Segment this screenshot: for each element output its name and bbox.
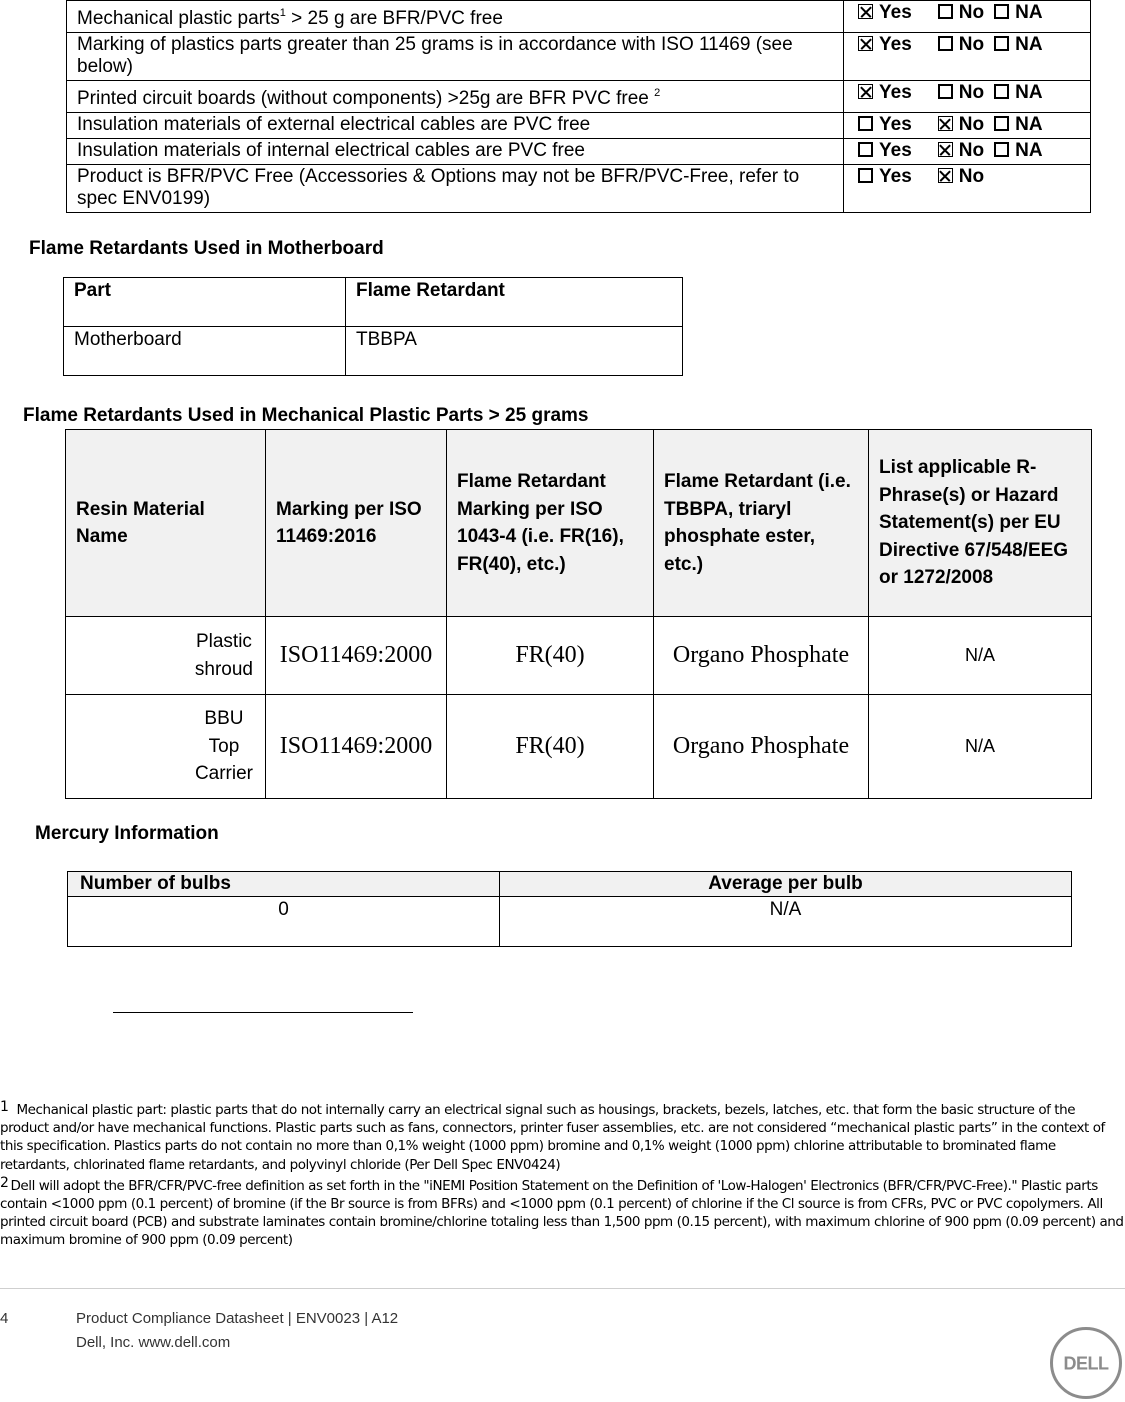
unchecked-checkbox-icon[interactable]: [938, 4, 953, 19]
table-row: [64, 327, 683, 376]
answer-label: NA: [1015, 114, 1043, 135]
compliance-row: [67, 165, 1091, 213]
unchecked-checkbox-icon[interactable]: [994, 142, 1009, 157]
answer-option-no[interactable]: [938, 2, 984, 23]
marking-cell: ISO11469:2000: [266, 617, 447, 695]
bulbs-cell: 0: [68, 897, 500, 947]
answer-option-na[interactable]: [994, 140, 1042, 161]
answer-option-yes[interactable]: [858, 114, 928, 135]
mercury-heading: Mercury Information: [35, 823, 219, 844]
company-info: Dell, Inc. www.dell.com: [76, 1334, 231, 1351]
footnote-2: 2 Dell will adopt the BFR/CFR/PVC-free definition as set forth in the "iNEMI Position Statement on the Definition of 'Low-Halogen' Electronics (BFR/CFR/PVC-Free)." Plastic parts contain <1000 ppm (0.1 percent) of bromine (if the Br source is from BFRs) and <1000 ppm (0.1 percent) of chlorine if the Cl source is from CFRs, PVC or PVC copolymers. All printed circuit board (PCB) and substrate laminates contain bromine/chlorine totaling less than 1,500 ppm (0.15 percent), with maximum chlorine of 900 ppm (0.09 percent) and maximum bromine of 900 ppm (0.09 percent): [0, 1174, 1124, 1249]
table-header-row: [66, 430, 1092, 617]
compliance-answer: [844, 33, 1091, 81]
answer-label: No: [958, 114, 985, 135]
answer-option-na[interactable]: [994, 2, 1042, 23]
header-cell: Flame Retardant (i.e. TBBPA, triaryl phosphate ester, etc.): [654, 430, 869, 617]
answer-option-na[interactable]: [994, 34, 1042, 55]
part-cell: Motherboard: [64, 327, 346, 376]
footnote-1: 1 Mechanical plastic part: plastic parts that do not internally carry an electrical signal such as housings, brackets, bezels, latches, etc. that form the basic structure of the product and/or have mechanical functions. Plastic parts such as fans, connectors, printer fuser assemblies, etc. are not considered “mechanical plastic parts” in the context of this specification. Plastics parts do not contain no more than 0,1% weight (1000 ppm) bromine and 0,1% weight (1000 ppm) chlorine attributable to brominated flame retardants, chlorinated flame retardants, and polyvinyl chloride (Per Dell Spec ENV0424): [0, 1099, 1105, 1173]
checked-checkbox-icon[interactable]: [938, 116, 953, 131]
mechanical-plastics-table: [65, 429, 1092, 799]
page-number: 4: [0, 1310, 9, 1327]
answer-label: No: [958, 140, 985, 161]
answer-option-na[interactable]: [994, 114, 1042, 135]
compliance-question: Marking of plastics parts greater than 25 grams is in accordance with ISO 11469 (see below): [67, 33, 844, 81]
footer-divider: [0, 1288, 1125, 1289]
unchecked-checkbox-icon[interactable]: [994, 36, 1009, 51]
table-row: [66, 695, 1092, 799]
answer-label: No: [958, 166, 985, 187]
checked-checkbox-icon[interactable]: [938, 142, 953, 157]
unchecked-checkbox-icon[interactable]: [994, 84, 1009, 99]
answer-option-no[interactable]: [938, 82, 984, 103]
header-cell: Average per bulb: [500, 872, 1072, 897]
answer-label: Yes: [879, 114, 912, 135]
answer-option-no[interactable]: [938, 34, 984, 55]
compliance-row: [67, 139, 1091, 165]
compliance-row: [67, 81, 1091, 113]
compliance-question: Insulation materials of internal electrical cables are PVC free: [67, 139, 844, 165]
document-title: Product Compliance Datasheet | ENV0023 | A12: [76, 1310, 399, 1327]
compliance-answer: [844, 81, 1091, 113]
compliance-question: Product is BFR/PVC Free (Accessories & Options may not be BFR/PVC-Free, refer to spec ENV0199): [67, 165, 844, 213]
header-cell: List applicable R-Phrase(s) or Hazard Statement(s) per EU Directive 67/548/EEG or 1272/2008: [869, 430, 1092, 617]
header-cell: Resin Material Name: [66, 430, 266, 617]
marking-cell: ISO11469:2000: [266, 695, 447, 799]
checked-checkbox-icon[interactable]: [858, 4, 873, 19]
answer-label: Yes: [879, 140, 912, 161]
answer-label: No: [958, 2, 985, 23]
resin-name-cell: BBU Top Carrier: [66, 695, 266, 799]
phrase-cell: N/A: [869, 695, 1092, 799]
average-cell: N/A: [500, 897, 1072, 947]
answer-option-yes[interactable]: [858, 140, 928, 161]
table-header-row: [64, 278, 683, 327]
answer-label: No: [958, 82, 985, 103]
dell-logo-text: DELL: [1063, 1353, 1109, 1374]
table-header-row: [68, 872, 1072, 897]
answer-option-no[interactable]: [938, 166, 984, 187]
unchecked-checkbox-icon[interactable]: [994, 4, 1009, 19]
compliance-row: [67, 113, 1091, 139]
checked-checkbox-icon[interactable]: [858, 84, 873, 99]
checked-checkbox-icon[interactable]: [858, 36, 873, 51]
phrase-cell: N/A: [869, 617, 1092, 695]
answer-label: Yes: [879, 2, 912, 23]
compliance-answer: [844, 1, 1091, 33]
unchecked-checkbox-icon[interactable]: [994, 116, 1009, 131]
answer-option-yes[interactable]: [858, 34, 928, 55]
compliance-answer: [844, 113, 1091, 139]
compliance-row: [67, 1, 1091, 33]
retardant-cell: Organo Phosphate: [654, 695, 869, 799]
retardant-cell: Organo Phosphate: [654, 617, 869, 695]
footnote-separator: [113, 1012, 413, 1013]
compliance-question: Mechanical plastic parts$^1$ > 25 g are BFR/PVC free: [67, 1, 844, 33]
fr-marking-cell: FR(40): [447, 695, 654, 799]
checked-checkbox-icon[interactable]: [938, 168, 953, 183]
header-cell: Number of bulbs: [68, 872, 500, 897]
header-cell: Marking per ISO 11469:2016: [266, 430, 447, 617]
answer-label: Yes: [879, 34, 912, 55]
footnotes: [0, 1098, 1125, 1250]
resin-name-cell: Plastic shroud: [66, 617, 266, 695]
header-cell: Flame Retardant Marking per ISO 1043-4 (i.e. FR(16), FR(40), etc.): [447, 430, 654, 617]
answer-option-yes[interactable]: [858, 82, 928, 103]
unchecked-checkbox-icon[interactable]: [938, 84, 953, 99]
motherboard-heading: Flame Retardants Used in Motherboard: [29, 238, 384, 259]
answer-option-no[interactable]: [938, 114, 984, 135]
compliance-table: [66, 0, 1091, 213]
unchecked-checkbox-icon[interactable]: [938, 36, 953, 51]
table-row: [66, 617, 1092, 695]
mercury-table: [67, 871, 1072, 947]
answer-label: Yes: [879, 82, 912, 103]
header-cell: Part: [64, 278, 346, 327]
table-row: [68, 897, 1072, 947]
answer-option-yes[interactable]: [858, 2, 928, 23]
mechanical-heading: Flame Retardants Used in Mechanical Plastic Parts > 25 grams: [23, 405, 589, 426]
compliance-answer: [844, 139, 1091, 165]
answer-label: NA: [1015, 2, 1043, 23]
unchecked-checkbox-icon[interactable]: [858, 168, 873, 183]
compliance-question: Printed circuit boards (without components) >25g are BFR PVC free $^2$: [67, 81, 844, 113]
unchecked-checkbox-icon[interactable]: [858, 116, 873, 131]
answer-option-na[interactable]: [994, 82, 1042, 103]
compliance-question: Insulation materials of external electrical cables are PVC free: [67, 113, 844, 139]
header-cell: Flame Retardant: [346, 278, 683, 327]
answer-label: Yes: [879, 166, 912, 187]
fr-marking-cell: FR(40): [447, 617, 654, 695]
motherboard-table: [63, 277, 683, 376]
answer-label: NA: [1015, 82, 1043, 103]
flame-retardant-cell: TBBPA: [346, 327, 683, 376]
answer-option-yes[interactable]: [858, 166, 928, 187]
compliance-answer: [844, 165, 1091, 213]
compliance-row: [67, 33, 1091, 81]
answer-label: NA: [1015, 140, 1043, 161]
answer-label: No: [958, 34, 985, 55]
unchecked-checkbox-icon[interactable]: [858, 142, 873, 157]
answer-label: NA: [1015, 34, 1043, 55]
dell-logo-icon: [1049, 1326, 1123, 1400]
answer-option-no[interactable]: [938, 140, 984, 161]
